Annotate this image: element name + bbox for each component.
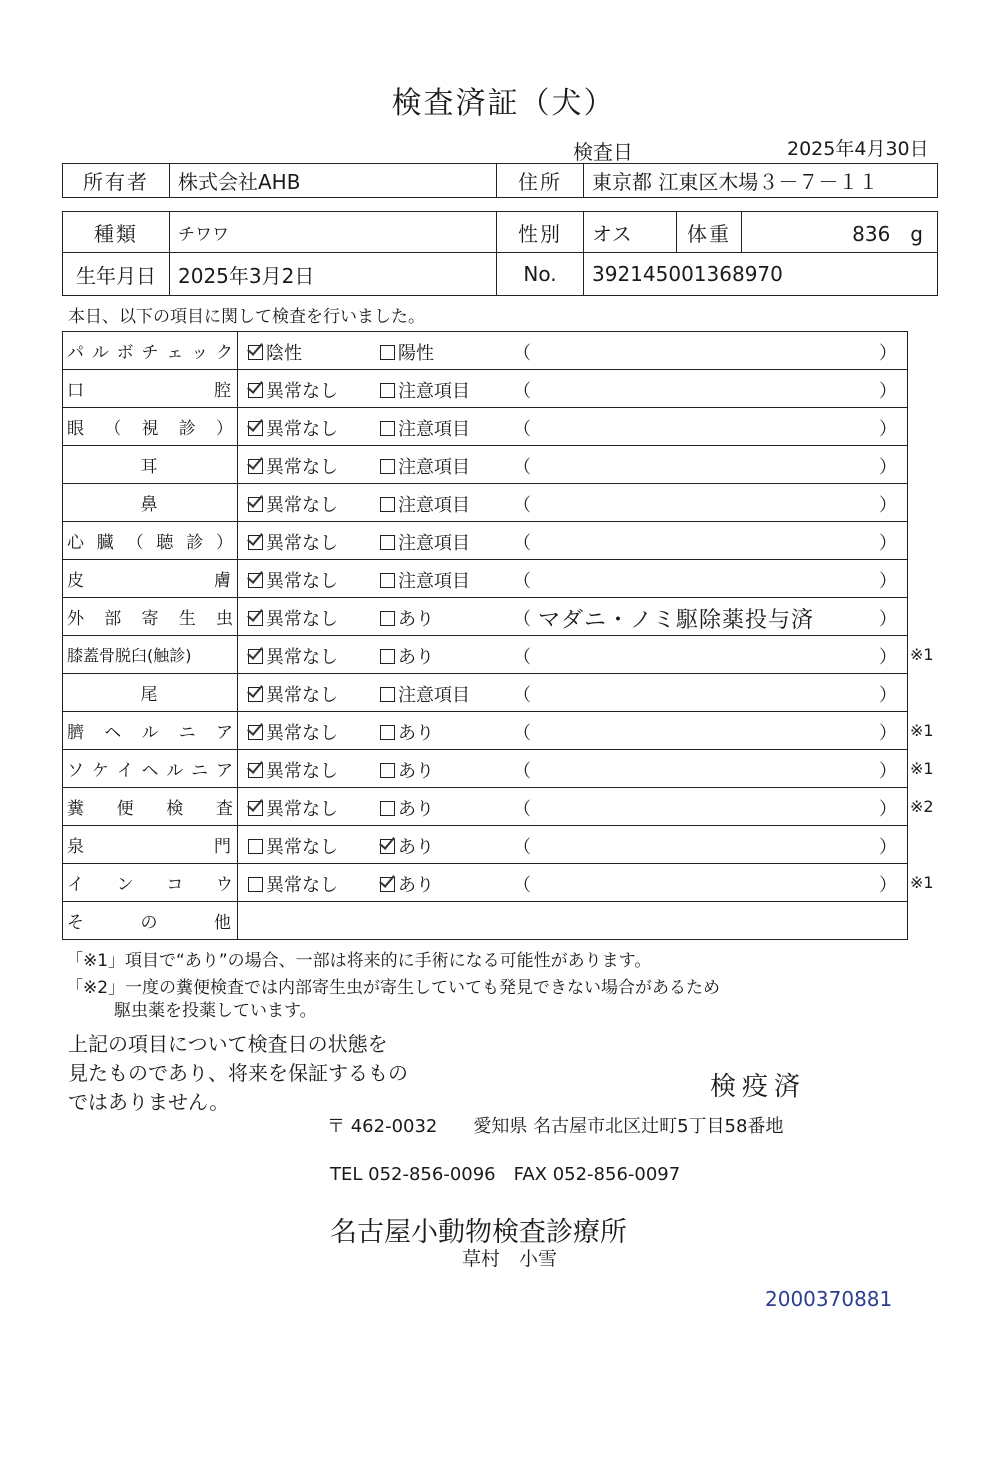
label-char: 生 <box>178 609 196 629</box>
label-char: の <box>140 913 160 933</box>
option-abnormal[interactable] <box>380 415 470 441</box>
exam-item-label <box>67 718 233 743</box>
disclaimer <box>68 1030 408 1117</box>
footnote-mark: ※1 <box>910 645 934 664</box>
option-abnormal[interactable] <box>380 605 434 631</box>
exam-row <box>63 484 908 522</box>
exam-item-result <box>238 522 908 560</box>
paren-close: ） <box>879 609 897 630</box>
checkbox-icon[interactable] <box>248 383 263 398</box>
exam-item-name <box>63 522 238 560</box>
paren-close: ） <box>879 761 897 782</box>
option-normal[interactable] <box>248 795 338 821</box>
label-char: チ <box>141 343 159 363</box>
exam-item-label <box>67 794 233 819</box>
checkbox-icon[interactable] <box>380 877 395 892</box>
label-char: ル <box>166 761 184 781</box>
option-normal[interactable] <box>248 491 338 517</box>
paren-close: ） <box>879 685 897 706</box>
option-abnormal[interactable] <box>380 719 434 745</box>
checkbox-icon[interactable] <box>248 573 263 588</box>
paren-open: （ <box>513 875 531 896</box>
exam-row <box>63 598 908 636</box>
label-char: パ <box>67 343 84 363</box>
paren-close: ） <box>879 647 897 668</box>
weight-value: 836 g <box>742 212 938 253</box>
footnote-mark: ※1 <box>910 721 934 740</box>
option-abnormal[interactable] <box>380 377 470 403</box>
exam-row <box>63 826 908 864</box>
option-normal[interactable] <box>248 643 338 669</box>
option-normal[interactable] <box>248 719 338 745</box>
paren-open: （ <box>513 495 531 516</box>
checkbox-icon[interactable] <box>380 497 395 512</box>
option-label: 注意項目 <box>398 571 470 592</box>
label-char: 泉 <box>67 837 86 857</box>
option-label: 陽性 <box>398 343 434 364</box>
option-normal[interactable] <box>248 415 338 441</box>
paren-close: ） <box>879 837 897 858</box>
paren-open: （ <box>513 723 531 744</box>
paren-open: （ <box>513 799 531 820</box>
option-label: 注意項目 <box>398 381 470 402</box>
option-normal[interactable] <box>248 681 338 707</box>
checkbox-icon[interactable] <box>248 649 263 664</box>
label-char: ） <box>215 533 233 553</box>
paren-close: ） <box>879 533 897 554</box>
option-normal[interactable] <box>248 529 338 555</box>
exam-item-label: 耳 <box>140 457 160 477</box>
exam-item-result <box>238 446 908 484</box>
label-char: 部 <box>104 609 122 629</box>
label-char: そ <box>67 913 86 933</box>
checkbox-icon[interactable] <box>380 535 395 550</box>
exam-item-name <box>63 332 238 370</box>
label-char: ソ <box>67 761 84 781</box>
label-char: コ <box>166 875 184 895</box>
exam-item-result <box>238 864 908 902</box>
weight-label: 体重 <box>677 212 742 253</box>
exam-item-label <box>67 604 233 629</box>
footnote-mark: ※1 <box>910 759 934 778</box>
label-char: ニ <box>178 723 196 743</box>
exam-item-name <box>63 750 238 788</box>
label-char: 診 <box>178 419 196 439</box>
option-abnormal[interactable] <box>380 833 434 859</box>
animal-table <box>62 211 938 296</box>
paren-open: （ <box>513 343 531 364</box>
exam-item-label <box>67 528 233 553</box>
paren-close: ） <box>879 799 897 820</box>
exam-row <box>63 712 908 750</box>
label-char: 心 <box>67 533 84 553</box>
breed-label: 種類 <box>63 212 170 253</box>
option-normal[interactable] <box>248 377 338 403</box>
paren-close: ） <box>879 723 897 744</box>
exam-item-result <box>238 788 908 826</box>
exam-item-result <box>238 370 908 408</box>
option-label: 注意項目 <box>398 457 470 478</box>
exam-item-name <box>63 446 238 484</box>
exam-item-result <box>238 750 908 788</box>
checkbox-icon[interactable] <box>248 839 263 854</box>
option-label: 異常なし <box>266 685 338 706</box>
checkbox-icon[interactable] <box>380 383 395 398</box>
option-label: 異常なし <box>266 609 338 630</box>
quarantine-stamp: 検疫済 <box>710 1072 807 1102</box>
option-abnormal[interactable] <box>380 795 434 821</box>
serial-number: 2000370881 <box>765 1287 893 1311</box>
address-value: 東京都 江東区木場３－７－１１ <box>584 164 938 198</box>
exam-item-result <box>238 332 908 370</box>
exam-item-label <box>67 566 233 591</box>
option-label: 異常なし <box>266 723 338 744</box>
checkbox-icon[interactable] <box>248 421 263 436</box>
exam-row <box>63 750 908 788</box>
option-label: あり <box>398 647 434 668</box>
exam-row <box>63 408 908 446</box>
label-char: 腔 <box>214 381 233 401</box>
paren-open: （ <box>513 533 531 554</box>
checkbox-icon[interactable] <box>380 725 395 740</box>
exam-item-name <box>63 408 238 446</box>
exam-item-name <box>63 598 238 636</box>
exam-row <box>63 788 908 826</box>
option-label: 異常なし <box>266 799 338 820</box>
no-label: No. <box>497 253 584 296</box>
option-label: 陰性 <box>266 343 302 364</box>
exam-row <box>63 446 908 484</box>
label-char: 虫 <box>216 609 233 629</box>
label-char: ボ <box>116 343 134 363</box>
paren-open: （ <box>513 761 531 782</box>
footnote-1: 「※1」項目で“あり”の場合、一部は将来的に手術になる可能性があります。 <box>66 951 652 971</box>
paren-open: （ <box>513 381 531 402</box>
owner-value: 株式会社AHB <box>170 164 497 198</box>
paren-open: （ <box>513 685 531 706</box>
option-abnormal[interactable] <box>380 339 434 365</box>
paren-close: ） <box>879 343 897 364</box>
option-label: あり <box>398 837 434 858</box>
paren-open: （ <box>513 419 531 440</box>
exam-item-result <box>238 484 908 522</box>
option-label: 異常なし <box>266 495 338 516</box>
checkbox-icon[interactable] <box>380 573 395 588</box>
label-char: ヘ <box>141 761 159 781</box>
exam-date-label: 検査日 <box>573 140 633 164</box>
label-char: （ <box>126 533 144 553</box>
option-label: あり <box>398 761 434 782</box>
exam-item-name <box>63 674 238 712</box>
exam-item-result <box>238 560 908 598</box>
intro-text: 本日、以下の項目に関して検査を行いました。 <box>68 307 425 327</box>
exam-item-name <box>63 370 238 408</box>
exam-row <box>63 636 908 674</box>
option-abnormal[interactable] <box>380 681 470 707</box>
label-char: 診 <box>186 533 204 553</box>
option-abnormal[interactable] <box>380 871 434 897</box>
paren-close: ） <box>879 381 897 402</box>
checkbox-icon[interactable] <box>248 687 263 702</box>
label-char: 眼 <box>67 419 84 439</box>
option-normal[interactable] <box>248 757 338 783</box>
label-char: 寄 <box>141 609 159 629</box>
exam-table <box>62 331 908 940</box>
label-char: 視 <box>141 419 159 439</box>
option-label: あり <box>398 799 434 820</box>
exam-item-label: 膝蓋骨脱臼(触診) <box>67 646 192 665</box>
checkbox-icon[interactable] <box>248 535 263 550</box>
owner-label: 所有者 <box>63 164 170 198</box>
option-label: 異常なし <box>266 419 338 440</box>
label-char: ウ <box>215 875 233 895</box>
option-abnormal[interactable] <box>380 567 470 593</box>
disclaimer-line: 上記の項目について検査日の状態を <box>68 1032 388 1056</box>
label-char: ル <box>91 343 109 363</box>
label-char: 他 <box>214 913 233 933</box>
option-label: 異常なし <box>266 381 338 402</box>
label-char: ア <box>216 723 233 743</box>
sex-value: オス <box>584 212 677 253</box>
disclaimer-line: 見たものであり、将来を保証するもの <box>68 1061 408 1085</box>
label-char: 臍 <box>67 723 84 743</box>
label-char: ク <box>215 343 233 363</box>
option-abnormal[interactable] <box>380 491 470 517</box>
label-char: イ <box>116 761 134 781</box>
paren-open: （ <box>513 609 531 630</box>
label-char: 口 <box>67 381 86 401</box>
label-char: 聴 <box>156 533 174 553</box>
clinic-address: 〒 462-0032 愛知県 名古屋市北区辻町5丁目58番地 <box>327 1116 784 1137</box>
option-normal[interactable] <box>248 453 338 479</box>
label-char: 糞 <box>67 799 84 819</box>
option-normal[interactable] <box>248 567 338 593</box>
option-label: 異常なし <box>266 761 338 782</box>
label-char: （ <box>104 419 122 439</box>
option-abnormal[interactable] <box>380 529 470 555</box>
label-char: イ <box>67 875 84 895</box>
option-label: 異常なし <box>266 457 338 478</box>
paren-close: ） <box>879 875 897 896</box>
paren-close: ） <box>879 457 897 478</box>
checkbox-icon[interactable] <box>248 877 263 892</box>
option-normal[interactable] <box>248 833 338 859</box>
footnote-mark: ※2 <box>910 797 934 816</box>
paren-close: ） <box>879 571 897 592</box>
exam-item-name <box>63 484 238 522</box>
exam-row <box>63 522 908 560</box>
paren-open: （ <box>513 571 531 592</box>
footnote-2-line1: 「※2」一度の糞便検査では内部寄生虫が寄生していても発見できない場合があるため <box>66 978 721 998</box>
exam-item-label <box>67 756 233 781</box>
exam-item-name <box>63 788 238 826</box>
dob-label: 生年月日 <box>63 253 170 296</box>
checkbox-icon[interactable] <box>380 421 395 436</box>
label-char: 外 <box>67 609 84 629</box>
label-char: 臓 <box>96 533 114 553</box>
exam-item-result <box>238 674 908 712</box>
checkbox-icon[interactable] <box>380 459 395 474</box>
paren-close: ） <box>879 495 897 516</box>
other-label <box>67 908 233 933</box>
paren-open: （ <box>513 837 531 858</box>
label-char: 膚 <box>214 571 233 591</box>
paren-open: （ <box>513 457 531 478</box>
exam-item-label <box>67 414 233 439</box>
checkbox-icon[interactable] <box>380 687 395 702</box>
paren-close: ） <box>879 419 897 440</box>
checkbox-icon[interactable] <box>380 649 395 664</box>
checkbox-icon[interactable] <box>248 763 263 778</box>
option-label: 注意項目 <box>398 495 470 516</box>
option-label: 異常なし <box>266 533 338 554</box>
exam-item-label <box>67 832 233 857</box>
veterinarian-name: 草村 小雪 <box>462 1248 558 1270</box>
option-label: 注意項目 <box>398 685 470 706</box>
option-abnormal[interactable] <box>380 757 434 783</box>
exam-item-result <box>238 712 908 750</box>
label-char: ヘ <box>104 723 122 743</box>
label-char: ） <box>216 419 233 439</box>
label-char: ニ <box>191 761 209 781</box>
label-char: 門 <box>214 837 233 857</box>
exam-item-name <box>63 902 238 940</box>
option-abnormal[interactable] <box>380 643 434 669</box>
label-char: 査 <box>215 799 233 819</box>
label-char: 検 <box>166 799 184 819</box>
exam-item-label <box>67 338 233 363</box>
exam-item-label <box>67 870 233 895</box>
option-normal[interactable] <box>248 339 302 365</box>
breed-value: チワワ <box>170 212 497 253</box>
exam-item-name <box>63 712 238 750</box>
exam-item-result <box>238 826 908 864</box>
owner-table <box>62 163 938 198</box>
option-label: 異常なし <box>266 837 338 858</box>
no-value: 392145001368970 <box>584 253 938 296</box>
label-char: 便 <box>116 799 134 819</box>
exam-item-label: 尾 <box>140 685 160 705</box>
exam-row-other <box>63 902 908 940</box>
checkbox-icon[interactable] <box>248 345 263 360</box>
checkbox-icon[interactable] <box>248 725 263 740</box>
option-label: 注意項目 <box>398 533 470 554</box>
exam-date: 2025年4月30日 <box>787 138 929 160</box>
exam-row <box>63 332 908 370</box>
paren-open: （ <box>513 647 531 668</box>
option-abnormal[interactable] <box>380 453 470 479</box>
exam-item-name <box>63 636 238 674</box>
label-char: ル <box>141 723 159 743</box>
exam-item-name <box>63 826 238 864</box>
label-char: ン <box>116 875 134 895</box>
checkbox-icon[interactable] <box>380 763 395 778</box>
sex-label: 性別 <box>497 212 584 253</box>
label-char: ア <box>215 761 233 781</box>
exam-item-name <box>63 864 238 902</box>
clinic-contact: TEL 052-856-0096 FAX 052-856-0097 <box>330 1164 681 1185</box>
footnote-2-line2: 駆虫薬を投薬しています。 <box>114 1001 317 1021</box>
address-label: 住所 <box>497 164 584 198</box>
exam-row <box>63 674 908 712</box>
exam-item-label <box>67 376 233 401</box>
exam-note: マダニ・ノミ駆除薬投与済 <box>538 608 815 633</box>
option-normal[interactable] <box>248 605 338 631</box>
exam-item-result <box>238 408 908 446</box>
exam-item-label: 鼻 <box>140 495 160 515</box>
clinic-name: 名古屋小動物検査診療所 <box>330 1217 627 1248</box>
checkbox-icon[interactable] <box>380 345 395 360</box>
option-label: 異常なし <box>266 875 338 896</box>
option-label: 異常なし <box>266 571 338 592</box>
checkbox-icon[interactable] <box>248 497 263 512</box>
exam-item-result <box>238 636 908 674</box>
exam-item-name <box>63 560 238 598</box>
label-char: ェ <box>166 343 184 363</box>
disclaimer-line: ではありません。 <box>68 1090 230 1114</box>
option-label: あり <box>398 609 434 630</box>
label-char: ッ <box>191 343 209 363</box>
exam-row <box>63 560 908 598</box>
option-label: あり <box>398 875 434 896</box>
other-value[interactable] <box>238 902 908 940</box>
exam-row <box>63 370 908 408</box>
option-label: 異常なし <box>266 647 338 668</box>
checkbox-icon[interactable] <box>380 801 395 816</box>
option-normal[interactable] <box>248 871 338 897</box>
option-label: あり <box>398 723 434 744</box>
exam-item-result <box>238 598 908 636</box>
checkbox-icon[interactable] <box>248 459 263 474</box>
checkbox-icon[interactable] <box>248 801 263 816</box>
label-char: 皮 <box>67 571 86 591</box>
label-char: ケ <box>91 761 109 781</box>
option-label: 注意項目 <box>398 419 470 440</box>
exam-row <box>63 864 908 902</box>
footnote-mark: ※1 <box>910 873 934 892</box>
checkbox-icon[interactable] <box>380 611 395 626</box>
checkbox-icon[interactable] <box>248 611 263 626</box>
dob-value: 2025年3月2日 <box>170 253 497 296</box>
checkbox-icon[interactable] <box>380 839 395 854</box>
document-title: 検査済証（犬） <box>391 86 616 121</box>
